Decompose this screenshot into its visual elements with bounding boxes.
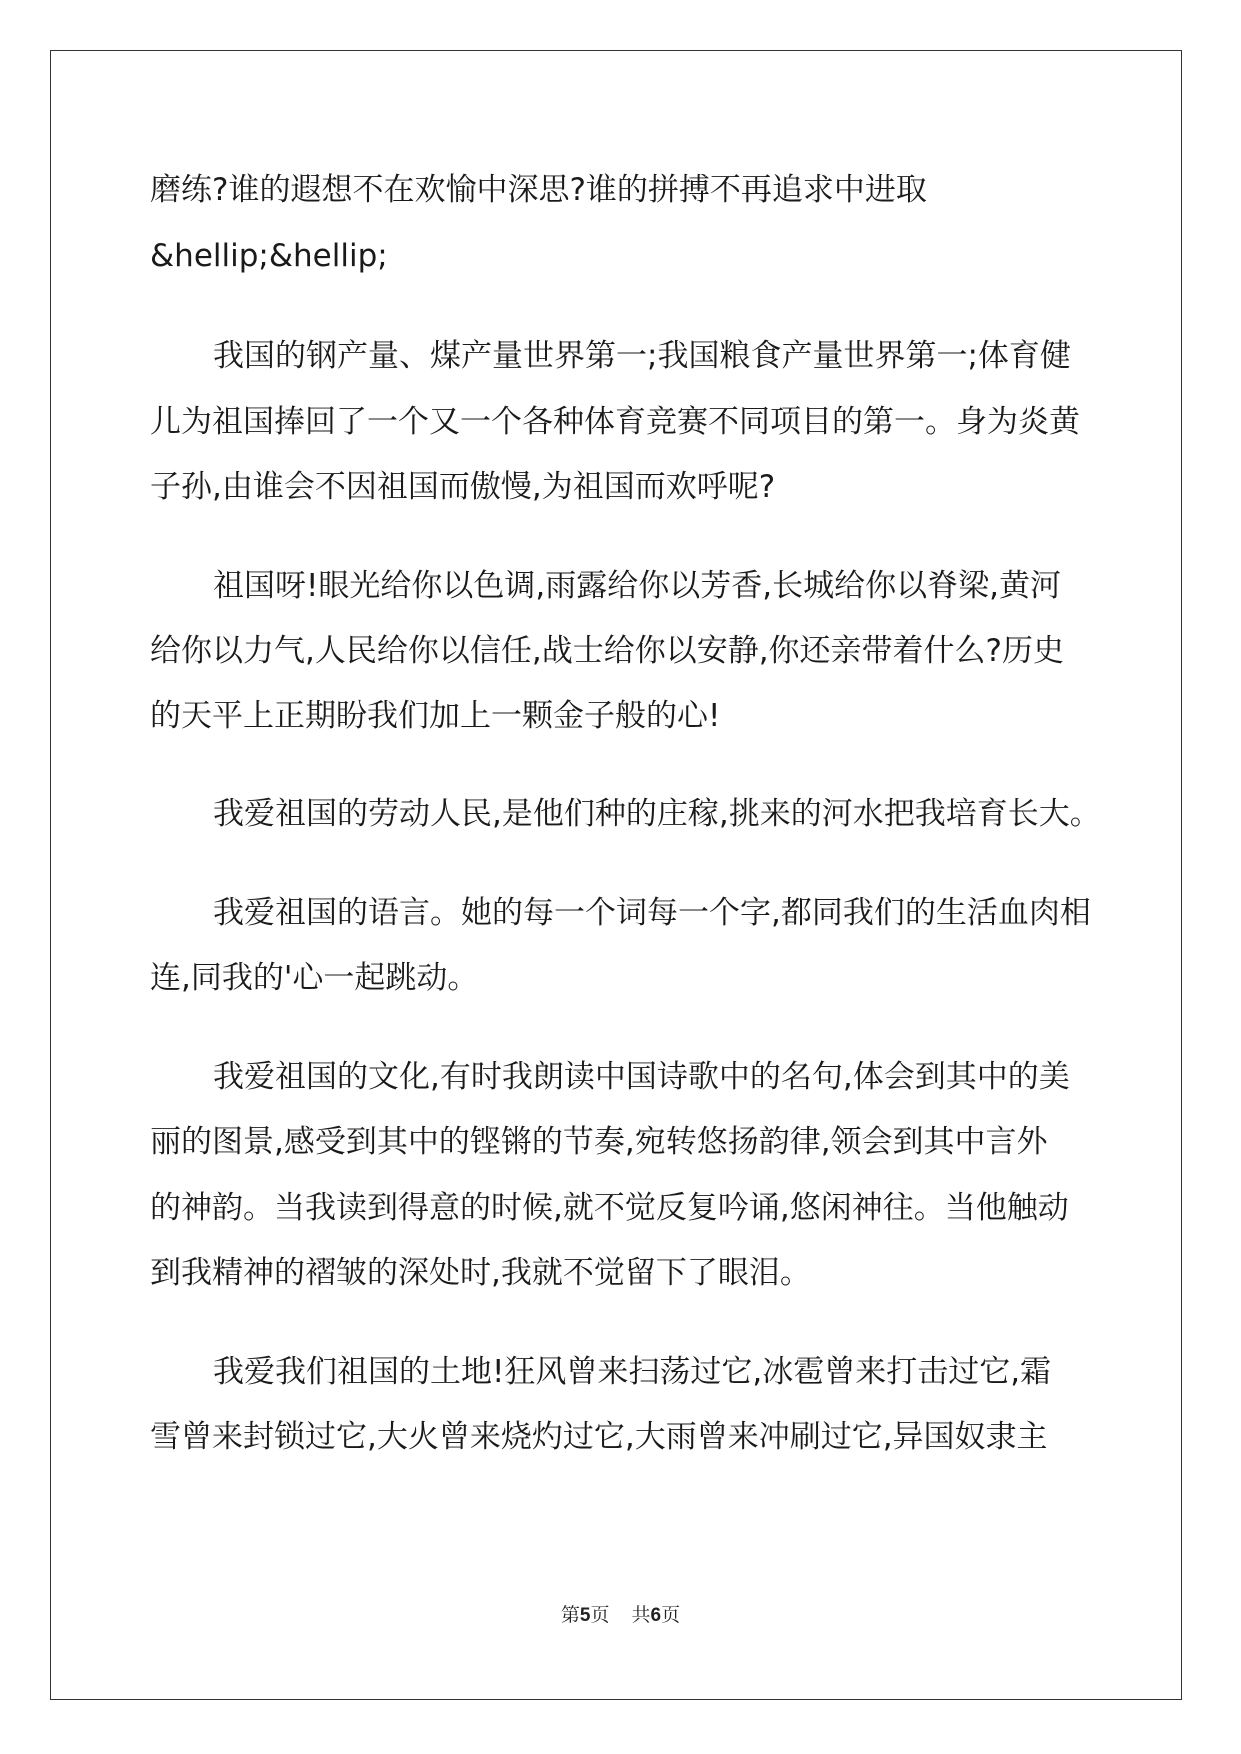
page-total: 6 xyxy=(650,1605,662,1626)
text-line: 磨练?谁的遐想不在欢愉中深思?谁的拼搏不再追求中进取 xyxy=(150,172,927,208)
page-prefix: 第 xyxy=(560,1604,580,1626)
text-line: 的神韵。当我读到得意的时候,就不觉反复吟诵,悠闲神往。当他触动 xyxy=(150,1190,1069,1226)
total-prefix: 共 xyxy=(631,1604,651,1626)
text-line: &hellip;&hellip; xyxy=(150,238,388,274)
text-line: 儿为祖国捧回了一个又一个各种体育竞赛不同项目的第一。身为炎黄 xyxy=(150,404,1080,440)
text-line: 到我精神的褶皱的深处时,我就不觉留下了眼泪。 xyxy=(150,1255,811,1291)
text-line: 给你以力气,人民给你以信任,战士给你以安静,你还亲带着什么?历史 xyxy=(150,633,1065,669)
paragraph-start-line: 我爱我们祖国的土地!狂风曾来扫荡过它,冰雹曾来打击过它,霜 xyxy=(213,1354,1052,1390)
text-line: 子孙,由谁会不因祖国而傲慢,为祖国而欢呼呢? xyxy=(150,469,776,505)
text-line: 丽的图景,感受到其中的铿锵的节奏,宛转悠扬韵律,领会到其中言外 xyxy=(150,1124,1048,1160)
page-current: 5 xyxy=(579,1605,591,1626)
paragraph-start-line: 我爱祖国的文化,有时我朗读中国诗歌中的名句,体会到其中的美 xyxy=(213,1059,1070,1095)
paragraph-start-line: 我爱祖国的语言。她的每一个词每一个字,都同我们的生活血肉相 xyxy=(213,895,1091,931)
page-suffix: 页 xyxy=(590,1604,610,1626)
text-line: 的天平上正期盼我们加上一颗金子般的心! xyxy=(150,698,721,734)
page-footer xyxy=(0,1600,1241,1627)
total-suffix: 页 xyxy=(661,1604,681,1626)
text-line: 连,同我的'心一起跳动。 xyxy=(150,960,479,996)
text-line: 雪曾来封锁过它,大火曾来烧灼过它,大雨曾来冲刷过它,异国奴隶主 xyxy=(150,1419,1048,1455)
paragraph-start-line: 祖国呀!眼光给你以色调,雨露给你以芳香,长城给你以脊梁,黄河 xyxy=(213,568,1061,604)
paragraph-start-line: 我爱祖国的劳动人民,是他们种的庄稼,挑来的河水把我培育长大。 xyxy=(213,796,1101,832)
paragraph-start-line: 我国的钢产量、煤产量世界第一;我国粮食产量世界第一;体育健 xyxy=(213,338,1071,374)
